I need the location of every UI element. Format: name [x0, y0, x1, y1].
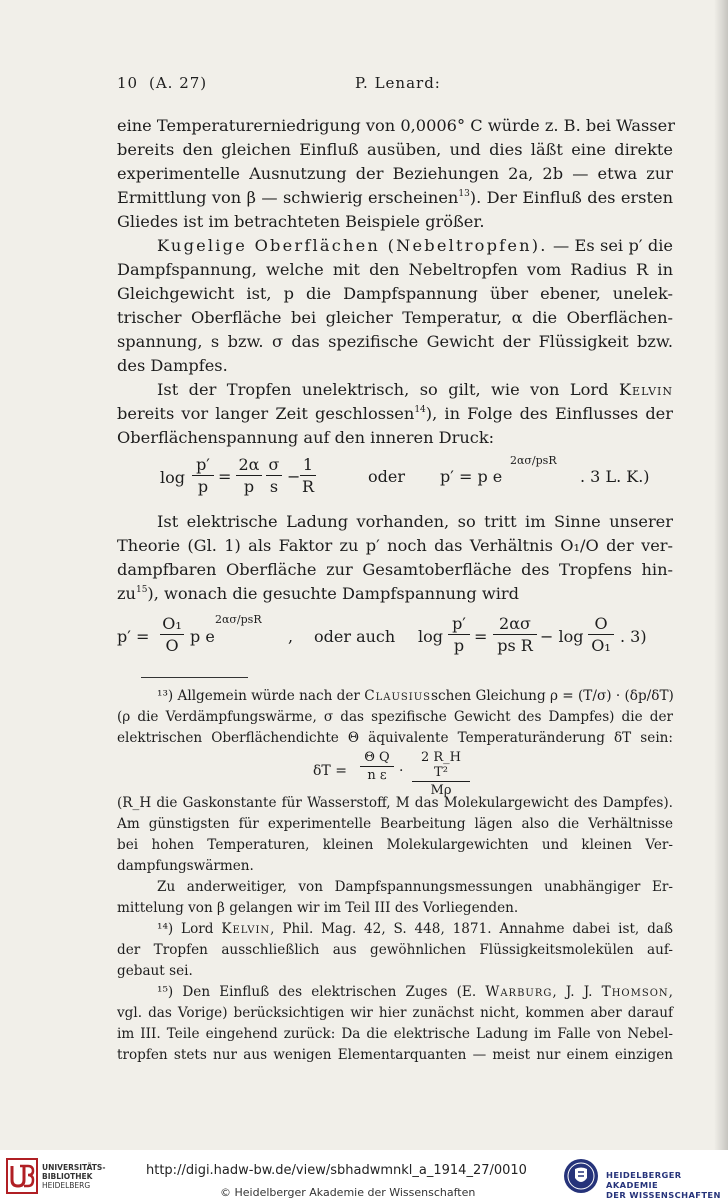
equation-label: . 3 L. K.)	[580, 467, 650, 486]
text-line: spannung, s bzw. σ das spezifische Gewicht der Flüssigkeit bzw.	[117, 332, 673, 351]
footnote-separator	[141, 677, 248, 678]
fraction: $\frac{p'}{p}$	[192, 455, 214, 496]
exponent: 2ασ/psR	[510, 454, 557, 467]
author-name: Kelvin	[618, 380, 673, 399]
text-line: (R_H die Gaskonstante für Wasserstoff, M das Molekulargewicht des Dampfes).	[117, 795, 673, 811]
text-line: Ermittlung von β — schwierig erscheinen$^{13}$). Der Einfluß des ersten	[117, 188, 673, 207]
footnote-14	[117, 919, 673, 982]
text-line: Theorie (Gl. 1) als Faktor zu p′ noch das Verhältnis O₁/O der ver-	[117, 536, 673, 555]
header-author: P. Lenard:	[355, 74, 441, 92]
academy-seal-icon	[563, 1158, 599, 1194]
text-line: bereits vor langer Zeit geschlossen$^{14}$), in Folge des Einflusses der	[117, 404, 673, 423]
university-library-logo-icon	[6, 1158, 38, 1194]
text-line: elektrischen Oberflächendichte Θ äquivalente Temperaturänderung δT sein:	[117, 730, 673, 746]
text-line: Oberflächenspannung auf den inneren Druck:	[117, 428, 495, 447]
paragraph-3	[117, 378, 673, 450]
text-line: Ist elektrische Ladung vorhanden, so tritt im Sinne unserer	[157, 512, 673, 531]
text-line: dampfungswärmen.	[117, 858, 254, 874]
text-line: trischer Oberfläche bei gleicher Temperatur, α die Oberflächen-	[117, 308, 673, 327]
text-line: bereits den gleichen Einfluß ausüben, und dies läßt eine direkte	[117, 140, 673, 159]
university-library-name: UNIVERSITÄTS- BIBLIOTHEK HEIDELBERG	[42, 1163, 106, 1190]
fraction: $\frac{2\alpha}{p}$	[236, 455, 262, 496]
paragraph-4	[117, 510, 673, 606]
text-line: Am günstigsten für experimentelle Bearbeitung lägen also die Verhältnisse	[117, 816, 673, 832]
page-edge-shadow	[714, 0, 728, 1150]
text-line: vgl. das Vorige) berücksichtigen wir hier zunächst nicht, kommen aber darauf	[117, 1005, 673, 1021]
text-line: (ρ die Verdämpfungswärme, σ das spezifische Gewicht des Dampfes) die der	[117, 709, 673, 725]
text-line: des Dampfes.	[117, 356, 228, 375]
paragraph-1	[117, 114, 673, 234]
text-line: der Tropfen ausschließlich aus gewöhnlichen Flüssigkeitsmolekülen auf-	[117, 942, 673, 958]
text-line: ¹⁵) Den Einfluß des elektrischen Zuges (E. Warburg, J. J. Thomson,	[157, 984, 673, 1000]
text-line: Gliedes ist im betrachteten Beispiele größer.	[117, 212, 485, 231]
footnote-ref-14[interactable]: 14	[414, 405, 426, 415]
academy-name: HEIDELBERGER AKADEMIE DER WISSENSCHAFTEN	[606, 1170, 721, 1200]
page-number: 10	[117, 74, 139, 92]
text-line: experimentelle Ausnutzung der Beziehungen 2a, 2b — etwa zur	[117, 164, 673, 183]
text-line: dampfbaren Oberfläche zur Gesamtoberfläche des Tropfens hin-	[117, 560, 673, 579]
footnote-13	[117, 686, 673, 749]
fraction: $\frac{\sigma}{s}$	[266, 455, 282, 496]
fraction: $\frac{\text{Θ Q}}{\text{n ε}}$	[360, 750, 394, 783]
running-header	[117, 74, 673, 96]
fraction: $\frac{p'}{p}$	[448, 614, 470, 655]
fraction: $\frac{\text{2 R\_H T²}}{M\rho}$	[412, 750, 470, 798]
exponent: 2ασ/psR	[215, 613, 262, 626]
fraction: $\frac{1}{R}$	[301, 455, 315, 496]
fraction: $\frac{\text{O₁}}{O}$	[160, 614, 184, 655]
fraction: $\frac{2\alpha\sigma}{\text{ps R}}$	[493, 614, 537, 655]
text-line: Ist der Tropfen unelektrisch, so gilt, wie von Lord Kelvin	[157, 380, 673, 399]
footnote-15	[117, 982, 673, 1066]
text-line: Zu anderweitiger, von Dampfspannungsmessungen unabhängiger Er-	[157, 879, 673, 895]
text-line: mittelung von β gelangen wir im Teil III des Vorliegenden.	[117, 900, 519, 916]
text-line: tropfen stets nur aus wenigen Elementarquanten — meist nur einem einzigen	[117, 1047, 673, 1063]
copyright-notice: © Heidelberger Akademie der Wissenschaften	[220, 1186, 476, 1199]
header-reference: (A. 27)	[149, 74, 208, 92]
permalink-url[interactable]: http://digi.hadw-bw.de/view/sbhadwmnkl_a_1914_27/0010	[146, 1163, 527, 1178]
text-line: Gleichgewicht ist, p die Dampfspannung über ebener, unelek-	[117, 284, 673, 303]
text-line: ¹³) Allgemein würde nach der Clausiusschen Gleichung ρ = (T/σ) · (δp/δT)	[157, 688, 674, 704]
footnote-ref-15[interactable]: 15	[135, 585, 148, 595]
text-line: gebaut sei.	[117, 963, 193, 979]
equation-label: . 3)	[620, 627, 647, 646]
text-line: eine Temperaturerniedrigung von 0,0006° C würde z. B. bei Wasser	[117, 116, 675, 135]
footnote-ref-13[interactable]: 13	[458, 189, 470, 199]
text-line: Dampfspannung, welche mit den Nebeltropfen vom Radius R in	[117, 260, 673, 279]
text-line: ¹⁴) Lord Kelvin, Phil. Mag. 42, S. 448, 1871. Annahme dabei ist, daß	[157, 921, 673, 937]
text-line: bei hohen Temperaturen, kleinen Molekulargewichten und kleinen Ver-	[117, 837, 673, 853]
fraction: $\frac{O}{\text{O₁}}$	[588, 614, 614, 655]
section-heading: Kugelige Oberflächen (Nebeltropfen).	[157, 236, 548, 255]
text-line: $zu^{15}$), wonach die gesuchte Dampfspannung wird	[117, 584, 519, 603]
paragraph-2	[117, 234, 673, 378]
text-line: Kugelige Oberflächen (Nebeltropfen). — Es sei p′ die	[117, 234, 673, 258]
text-line: im III. Teile eingehend zurück: Da die elektrische Ladung im Falle von Nebel-	[117, 1026, 673, 1042]
footnote-13-cont	[117, 793, 673, 919]
